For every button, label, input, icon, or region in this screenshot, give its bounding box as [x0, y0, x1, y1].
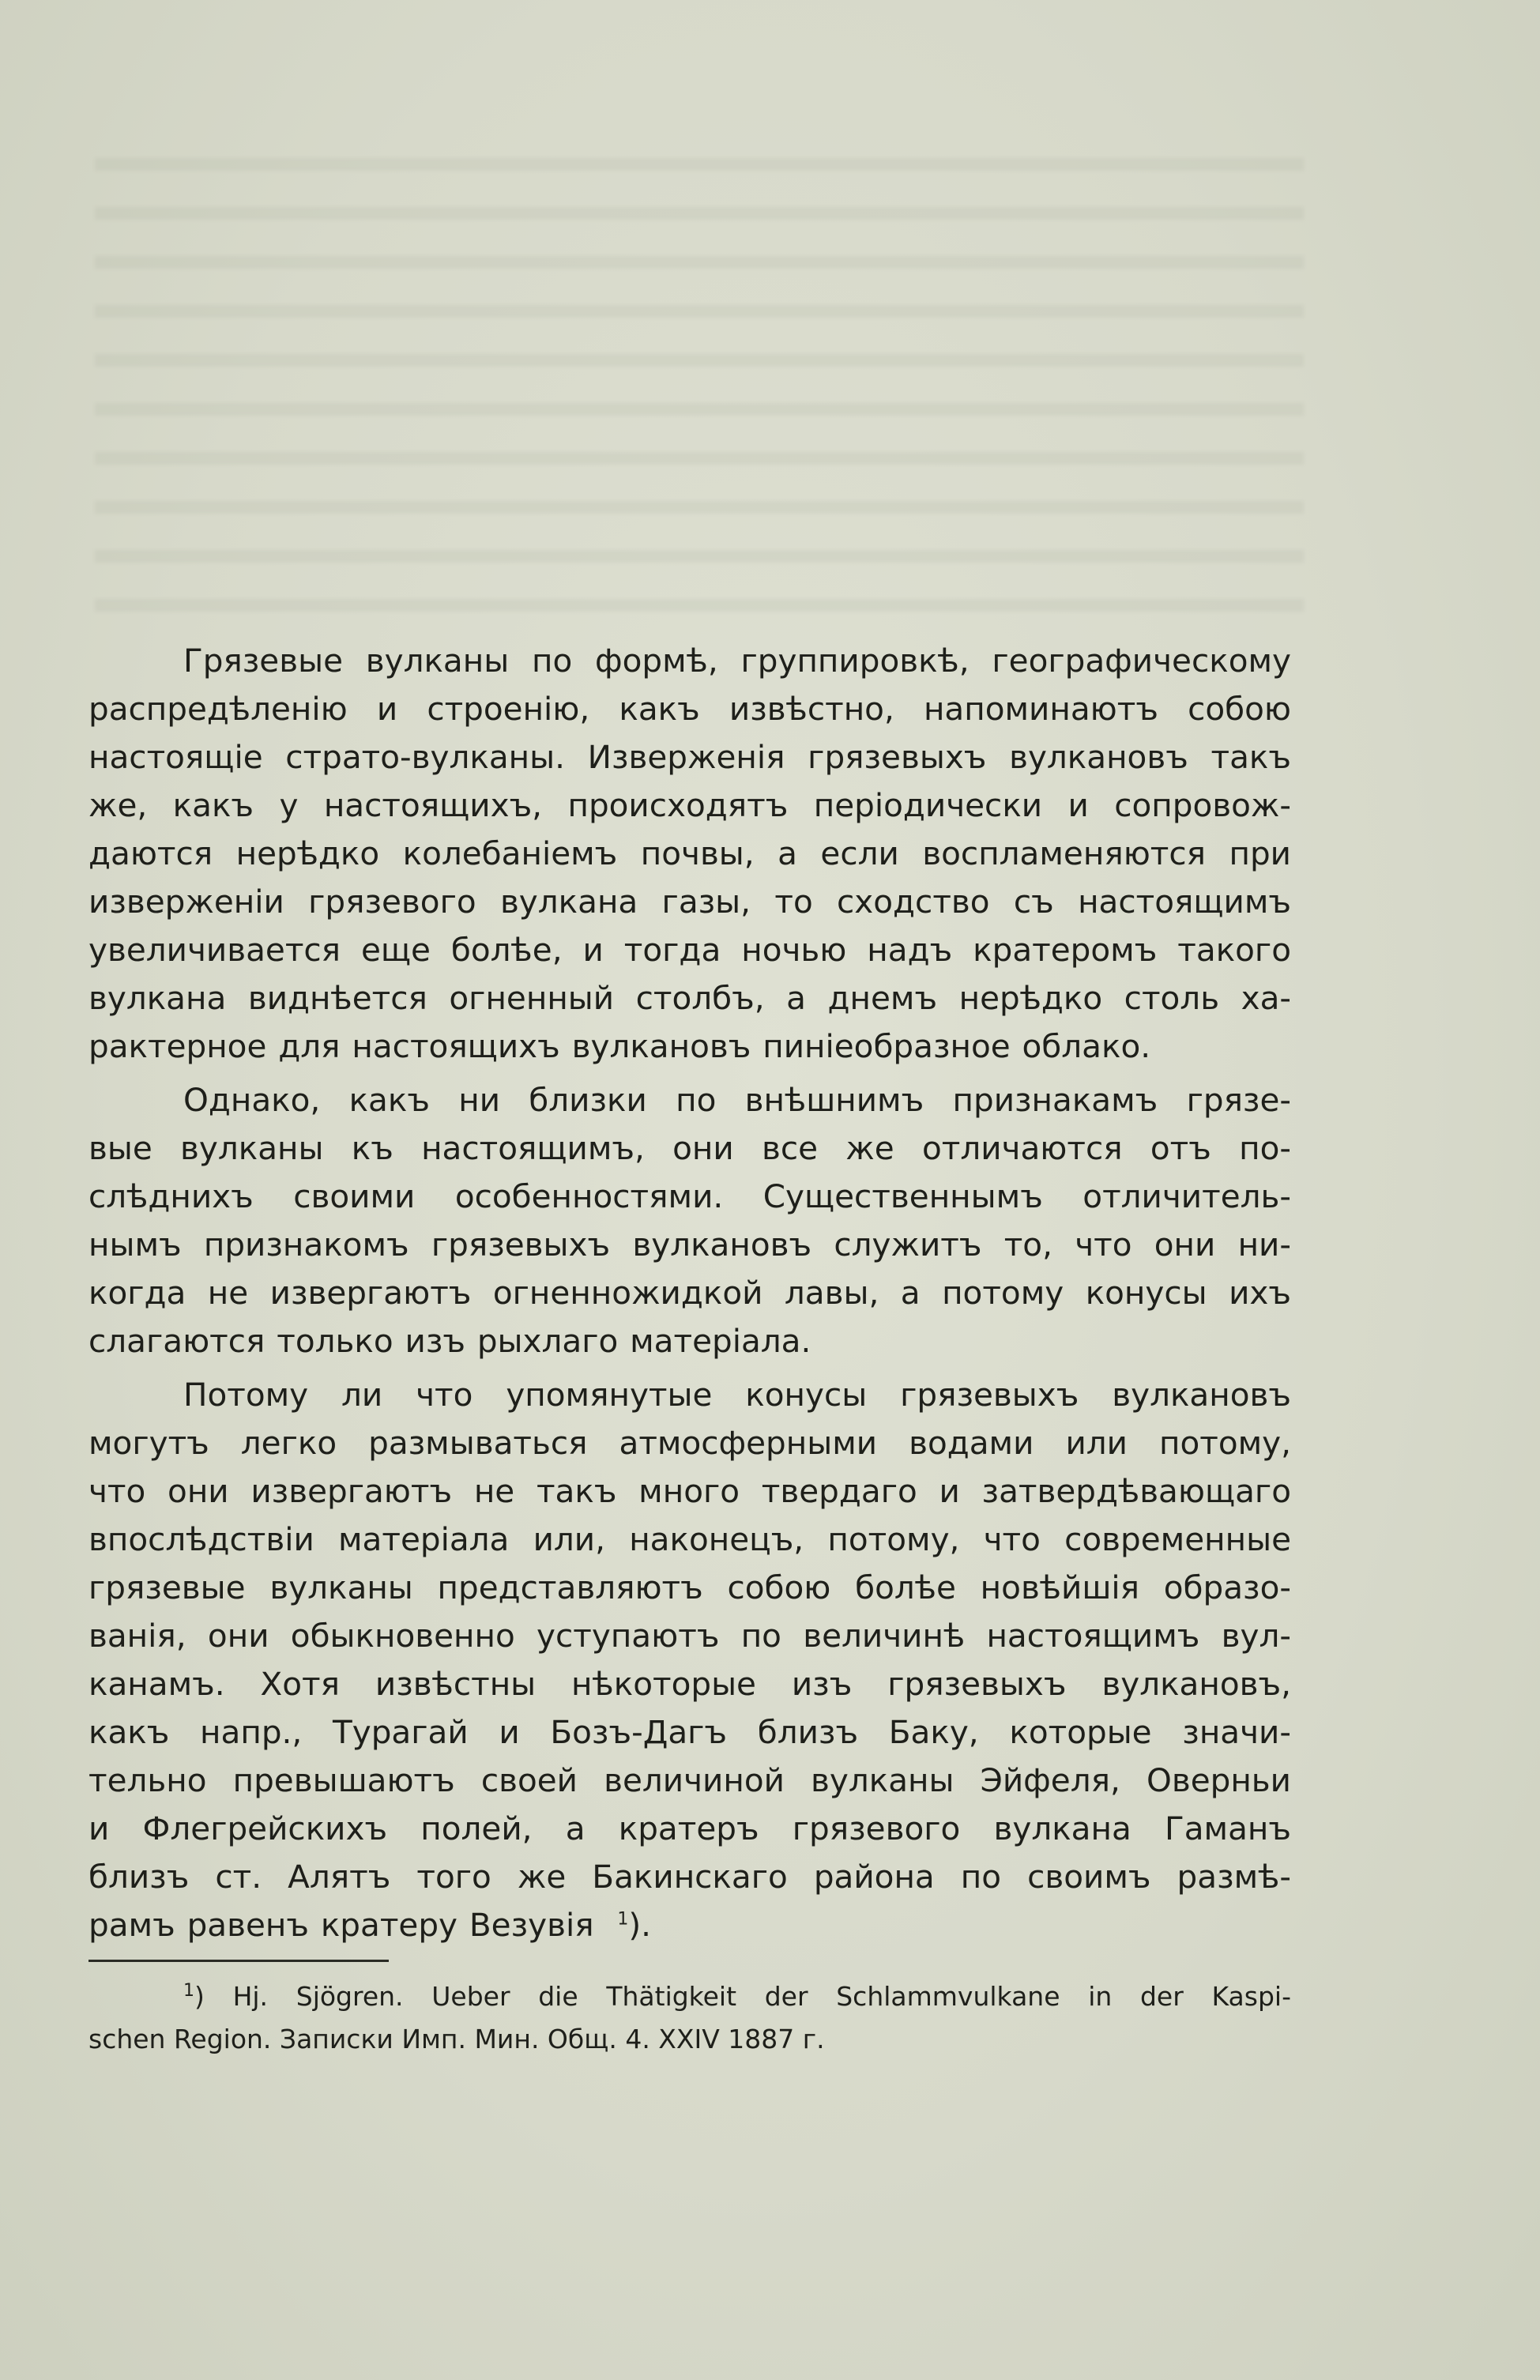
- paragraph-3: [88, 1371, 1291, 1949]
- text-line: могутъ легко размываться атмосферными водами или потому,: [88, 1424, 1291, 1462]
- text-line: настоящіе страто-вулканы. Изверженія грязевыхъ вулкановъ такъ: [88, 738, 1291, 776]
- text-line: слѣднихъ своими особенностями. Существеннымъ отличитель-: [88, 1177, 1291, 1215]
- text-line: изверженіи грязевого вулкана газы, то сходство съ настоящимъ: [88, 883, 1291, 921]
- text-line: тельно превышаютъ своей величиной вулканы Эйфеля, Оверньи: [88, 1761, 1291, 1799]
- text-line: увеличивается еще болѣе, и тогда ночью надъ кратеромъ такого: [88, 931, 1291, 969]
- text-line: когда не извергаютъ огненножидкой лавы, а потому конусы ихъ: [88, 1274, 1291, 1312]
- text-line: вые вулканы къ настоящимъ, они все же отличаются отъ по-: [88, 1129, 1291, 1167]
- footnote-marker: 1: [183, 1981, 194, 2001]
- text-line: грязевые вулканы представляютъ собою болѣе новѣйшія образо-: [88, 1568, 1291, 1606]
- body-text: [88, 637, 1291, 1949]
- footnote: [88, 1975, 1291, 2061]
- text-line: распредѣленію и строенію, какъ извѣстно, напоминаютъ собою: [88, 690, 1291, 728]
- footnote-line: schen Region. Записки Имп. Мин. Общ. 4. XXIV 1887 г.: [88, 2024, 825, 2054]
- text-line: канамъ. Хотя извѣстны нѣкоторые изъ грязевыхъ вулкановъ,: [88, 1665, 1291, 1703]
- footnote-marker-suffix: ): [194, 1981, 205, 2012]
- text-line: вулкана виднѣется огненный столбъ, а днемъ нерѣдко столь ха-: [88, 979, 1291, 1017]
- footnote-text: Hj. Sjögren. Ueber die Thätigkeit der Schlammvulkane in der Kaspi-: [232, 1981, 1291, 2012]
- text-line-with-footnote-ref: [88, 1901, 1291, 1949]
- text-line: какъ напр., Турагай и Бозъ-Дагъ близъ Баку, которые значи-: [88, 1713, 1291, 1751]
- paragraph-1: [88, 637, 1291, 1071]
- text-line: рактерное для настоящихъ вулкановъ пиніеобразное облако.: [88, 1027, 1151, 1065]
- text-line: Грязевые вулканы по формѣ, группировкѣ, географическому: [183, 642, 1291, 680]
- text-line: нымъ признакомъ грязевыхъ вулкановъ служитъ то, что они ни-: [88, 1226, 1291, 1263]
- text-line: даются нерѣдко колебаніемъ почвы, а если воспламеняются при: [88, 834, 1291, 872]
- footnote-reference[interactable]: 1: [617, 1909, 629, 1930]
- text-line: Однако, какъ ни близки по внѣшнимъ признакамъ грязе-: [183, 1081, 1291, 1119]
- text-line: впослѣдствіи матеріала или, наконецъ, потому, что современные: [88, 1520, 1291, 1558]
- text-line: что они извергаютъ не такъ много твердаго и затвердѣвающаго: [88, 1472, 1291, 1510]
- text-line: близъ ст. Алятъ того же Бакинскаго района по своимъ размѣ-: [88, 1858, 1291, 1896]
- reverse-side-show-through: [95, 134, 1304, 640]
- trailing-punctuation: ).: [628, 1906, 652, 1944]
- text-line: рамъ равенъ кратеру Везувія: [88, 1906, 594, 1944]
- footnote-separator-rule: [88, 1960, 389, 1962]
- text-line: и Флегрейскихъ полей, а кратеръ грязевого вулкана Гаманъ: [88, 1809, 1291, 1847]
- footnote-line: [88, 1975, 1291, 2018]
- text-line: же, какъ у настоящихъ, происходятъ періодически и сопровож-: [88, 786, 1291, 824]
- text-line: слагаются только изъ рыхлаго матеріала.: [88, 1322, 811, 1360]
- text-line: ванія, они обыкновенно уступаютъ по величинѣ настоящимъ вул-: [88, 1617, 1291, 1655]
- text-line: Потому ли что упомянутые конусы грязевыхъ вулкановъ: [183, 1376, 1291, 1414]
- paragraph-2: [88, 1076, 1291, 1365]
